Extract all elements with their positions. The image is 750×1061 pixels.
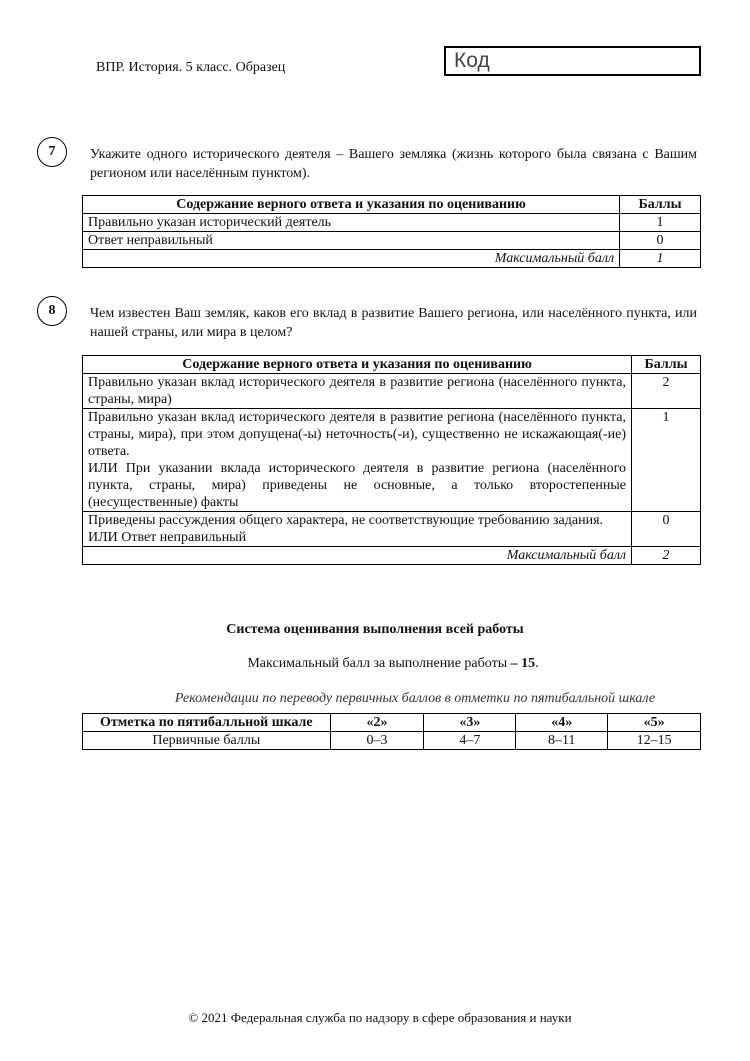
- grade-row-label: Отметка по пятибалльной шкале: [83, 714, 331, 732]
- criterion-line: Приведены рассуждения общего характера, не соответствующие требованию задания.: [88, 513, 604, 528]
- task-7-number: 7: [37, 137, 67, 167]
- score-range-cell: 0–3: [330, 732, 424, 750]
- table-header-content: Содержание верного ответа и указания по оцениванию: [83, 196, 620, 214]
- table-row-max: [83, 250, 701, 268]
- criterion-text: [83, 512, 632, 547]
- criterion-score: 0: [620, 232, 701, 250]
- grade-cell: «4»: [516, 714, 608, 732]
- table-row: [83, 512, 701, 547]
- grade-cell: «2»: [330, 714, 424, 732]
- task-7-question: Укажите одного исторического деятеля – Вашего земляка (жизнь которого была связана с Вашим регионом или населённым пунктом).: [90, 147, 697, 181]
- score-range-cell: 12–15: [608, 732, 701, 750]
- table-row: [83, 214, 701, 232]
- primary-score-label: Первичные баллы: [83, 732, 331, 750]
- recommendation-caption: Рекомендации по переводу первичных баллов в отметки по пятибалльной шкале: [174, 691, 656, 706]
- table-header-score: Баллы: [632, 356, 701, 374]
- code-field[interactable]: Код: [444, 46, 701, 76]
- table-header-score: Баллы: [620, 196, 701, 214]
- score-range-cell: 4–7: [424, 732, 516, 750]
- criterion-line: ИЛИ Ответ неправильный: [88, 530, 247, 545]
- criterion-score: 2: [632, 374, 701, 409]
- grade-cell: «5»: [608, 714, 701, 732]
- criterion-text: [83, 409, 632, 512]
- page-footer: © 2021 Федеральная служба по надзору в сфере образования и науки: [188, 1010, 572, 1025]
- task-7-scoring-table: [82, 195, 701, 268]
- criterion-text: Правильно указан исторический деятель: [83, 214, 620, 232]
- max-total-dot: .: [535, 656, 539, 671]
- table-row: [83, 232, 701, 250]
- max-score-label: Максимальный балл: [83, 547, 632, 565]
- table-header-content: Содержание верного ответа и указания по оцениванию: [83, 356, 632, 374]
- criterion-text: Правильно указан вклад исторического деятеля в развитие региона (населённого пункта, страны, мира): [83, 374, 632, 409]
- table-row-max: [83, 547, 701, 565]
- criterion-line: ИЛИ При указании вклада исторического деятеля в развитие региона (населённого пункта, страны, мира) приведены не основные, а только второстепенные (несущественные) факты: [88, 461, 627, 510]
- task-8-scoring-table: [82, 355, 701, 565]
- grade-cell: «3»: [424, 714, 516, 732]
- table-row: [83, 732, 701, 750]
- system-title: Система оценивания выполнения всей работы: [226, 622, 524, 637]
- table-row: [83, 374, 701, 409]
- max-score-value: 2: [632, 547, 701, 565]
- criterion-score: 1: [620, 214, 701, 232]
- task-8-number: 8: [37, 296, 67, 326]
- criterion-line: Правильно указан вклад исторического деятеля в развитие региона (населённого пункта, страны, мира), при этом допущена(-ы) неточность(-и), существенно не искажающая(-ие) ответа.: [88, 410, 627, 459]
- grade-conversion-table: [82, 713, 701, 750]
- criterion-text: Ответ неправильный: [83, 232, 620, 250]
- score-range-cell: 8–11: [516, 732, 608, 750]
- table-row: [83, 714, 701, 732]
- task-8-question: Чем известен Ваш земляк, каков его вклад в развитие Вашего региона, или населённого пункта, или нашей страны, или мира в целом?: [90, 306, 697, 340]
- criterion-score: 0: [632, 512, 701, 547]
- max-total-dash: –: [507, 656, 522, 671]
- max-total-value: 15: [521, 656, 536, 671]
- page-header-title: ВПР. История. 5 класс. Образец: [96, 60, 286, 75]
- max-total-line: [0, 656, 750, 672]
- table-row: [83, 409, 701, 512]
- max-score-label: Максимальный балл: [83, 250, 620, 268]
- criterion-score: 1: [632, 409, 701, 512]
- max-total-text: Максимальный балл за выполнение работы: [247, 656, 508, 671]
- max-score-value: 1: [620, 250, 701, 268]
